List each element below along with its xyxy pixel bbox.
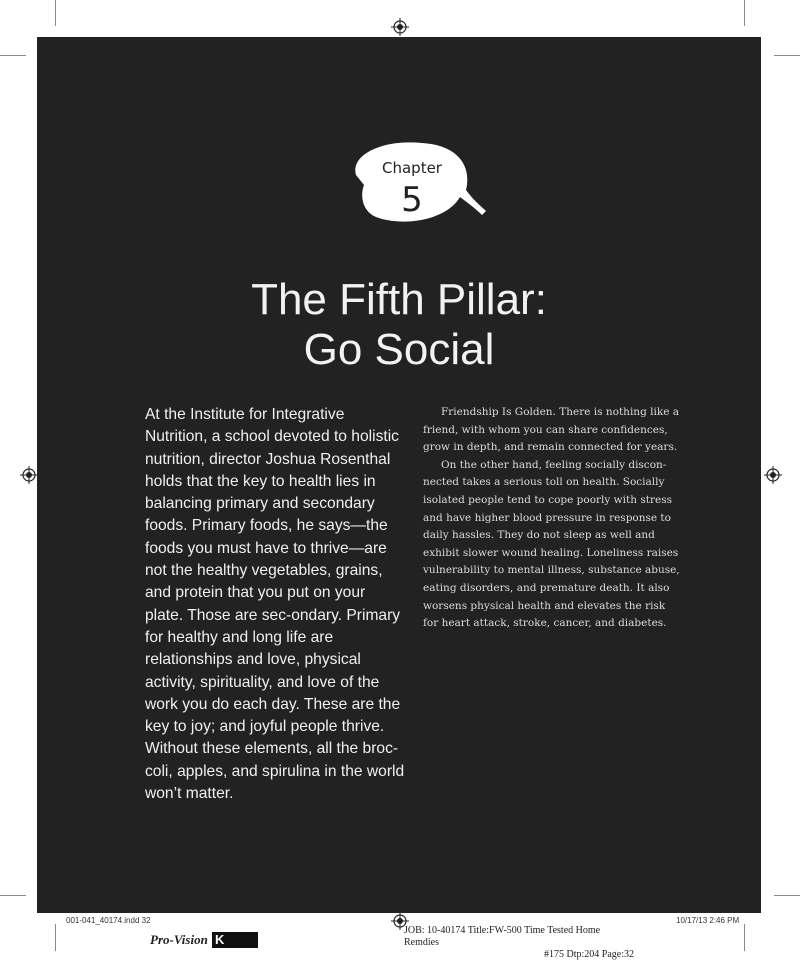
- crop-mark-bottom-right-vertical: [744, 924, 745, 951]
- crop-mark-bottom-right-horizontal: [774, 895, 800, 896]
- registration-mark-right-icon: [764, 466, 782, 484]
- job-info: [404, 925, 634, 961]
- brand-mark-box: [212, 932, 258, 948]
- registration-mark-left-icon: [20, 466, 38, 484]
- chapter-title-line-1: The Fifth Pillar:: [251, 275, 547, 324]
- registration-mark-top-icon: [391, 18, 409, 36]
- slug-file-name: 001-041_40174.indd 32: [66, 916, 151, 925]
- chapter-number: 5: [401, 180, 423, 220]
- intro-column: At the Institute for Integrative Nutrition, a school devoted to holistic nutrition, director Joshua Rosenthal holds that the key to health lies in balancing primary and secondary foods. Primary foods, he says—the foods you must have to thrive—are not the healthy vegetables, grains, and protein that you put on your plate. Those are sec-ondary. Primary for healthy and long life are relationships and love, physical activity, spirituality, and love of the work you do each day. These are the key to joy; and joyful people thrive. Without these elements, all the broc-coli, apples, and spirulina in the world won’t matter.: [145, 406, 405, 803]
- crop-mark-top-right-horizontal: [774, 55, 800, 56]
- body-paragraph-friendship: Friendship Is Golden. There is nothing like a friend, with whom you can share confidences, grow in depth, and remain connected for years.: [423, 406, 680, 454]
- job-info-line-2: #175 Dtp:204 Page:32: [544, 949, 634, 960]
- job-info-line-1: JOB: 10-40174 Title:FW-500 Time Tested Home Remdies: [404, 925, 601, 948]
- crop-mark-top-right-vertical: [744, 0, 745, 26]
- body-column: [423, 404, 683, 633]
- brand-name: Pro-Vision: [150, 932, 208, 947]
- chapter-opener-page: [37, 37, 761, 913]
- chapter-title-line-2: Go Social: [303, 325, 495, 374]
- crop-mark-top-left-vertical: [55, 0, 56, 26]
- crop-mark-top-left-horizontal: [0, 55, 26, 56]
- body-paragraph-isolation: On the other hand, feeling socially discon-nected takes a serious toll on health. Socially isolated people tend to cope poorly with stress and have higher blood pressure in response to daily hassles. They do not sleep as well and exhibit slower wound healing. Loneliness raises vulnerability to mental illness, substance abuse, eating disorders, and premature death. It also worsens physical health and elevates the risk for heart attack, stroke, cancer, and diabetes.: [423, 458, 680, 630]
- slug-datetime: 10/17/13 2:46 PM: [676, 916, 740, 925]
- crop-mark-bottom-left-vertical: [55, 924, 56, 951]
- crop-mark-bottom-left-horizontal: [0, 895, 26, 896]
- chapter-label: Chapter: [382, 159, 442, 177]
- chapter-title: [37, 275, 761, 375]
- brand-mark: K: [215, 932, 225, 947]
